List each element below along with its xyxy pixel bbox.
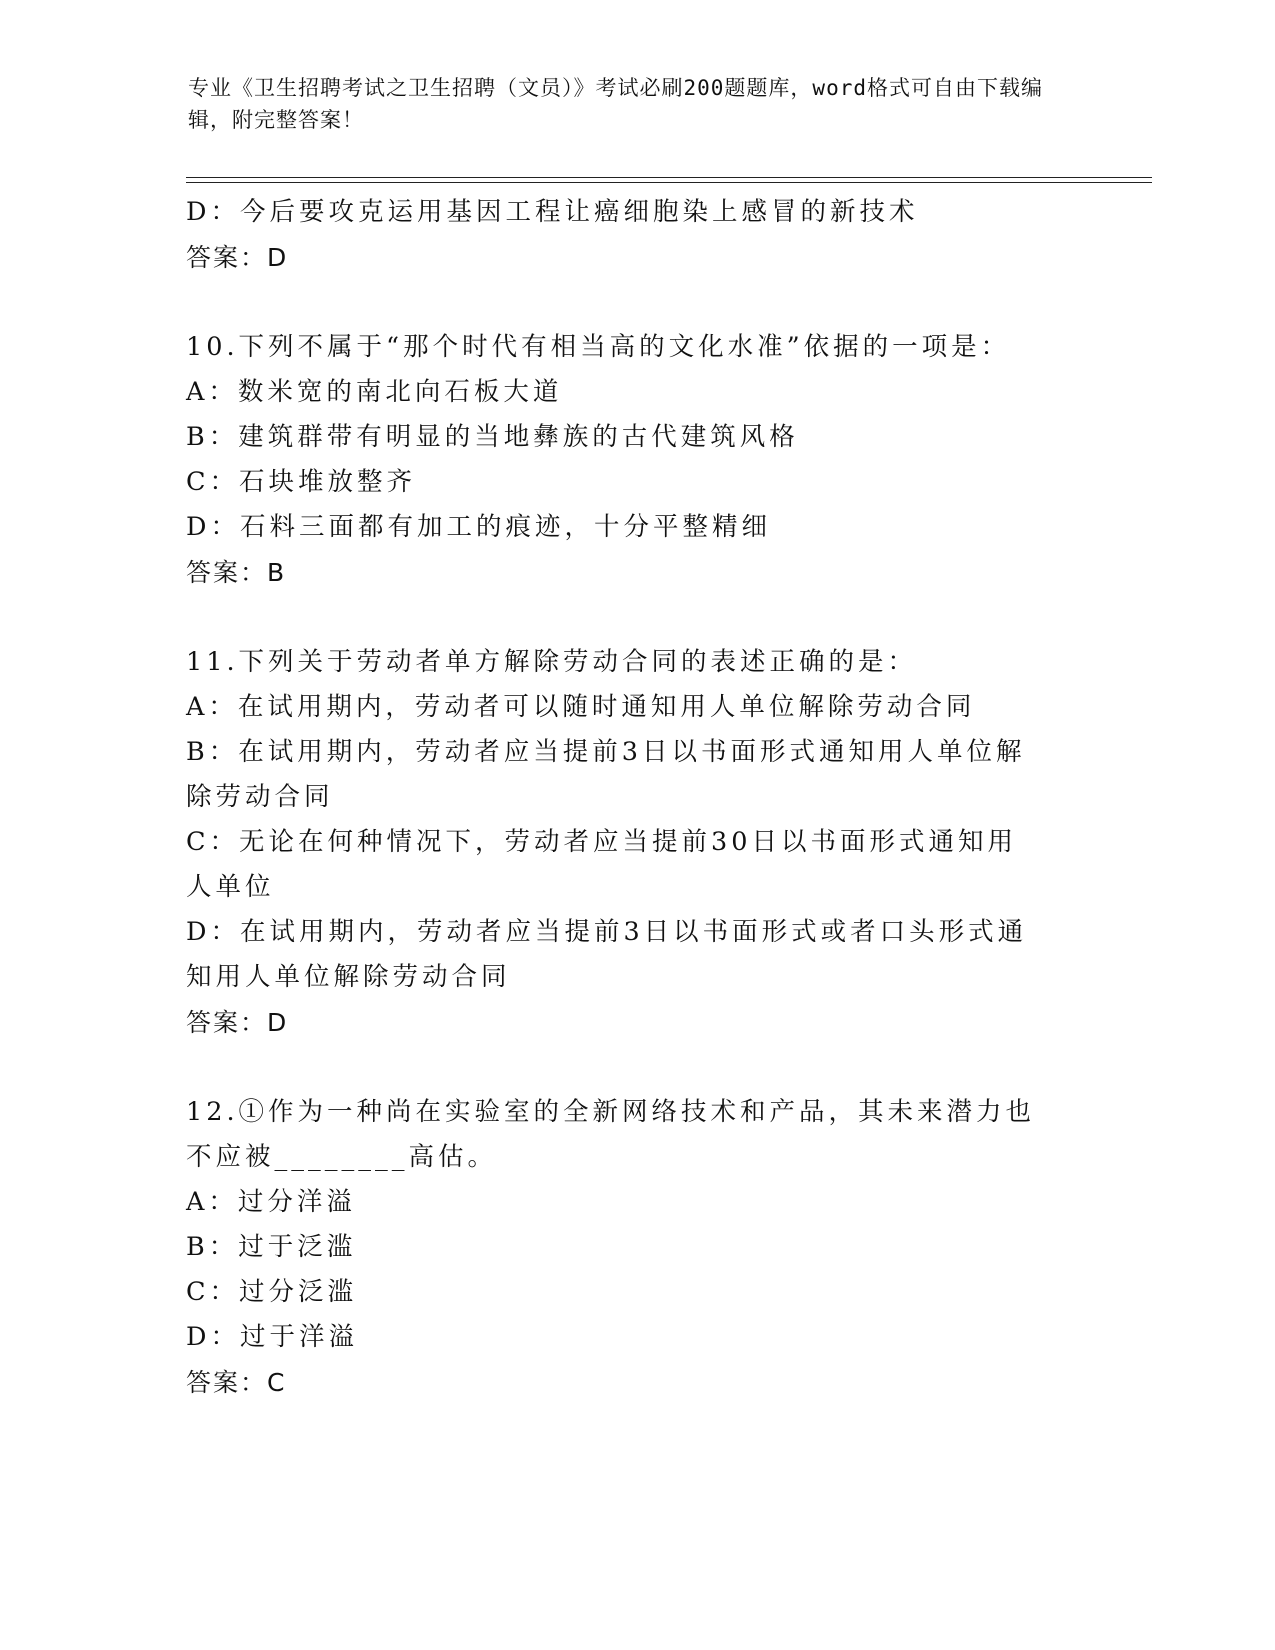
option-c: C：无论在何种情况下，劳动者应当提前30日以书面形式通知用人单位	[186, 827, 1017, 902]
question-10	[186, 325, 1086, 595]
option-c: C：石块堆放整齐	[186, 467, 417, 497]
previous-question-tail	[186, 190, 1086, 280]
option-d: D：石料三面都有加工的痕迹，十分平整精细	[186, 512, 771, 542]
answer-line: 答案：C	[186, 1368, 287, 1397]
question-stem: 12.①作为一种尚在实验室的全新网络技术和产品，其未来潜力也不应被________高估。	[186, 1097, 1036, 1172]
document-body	[186, 190, 1086, 1405]
spacer	[186, 595, 1086, 640]
question-12	[186, 1090, 1086, 1405]
answer-line: 答案：B	[186, 558, 287, 587]
document-header: 专业《卫生招聘考试之卫生招聘（文员）》考试必刷200题题库，word格式可自由下载编辑，附完整答案！	[188, 76, 1043, 132]
question-stem: 10.下列不属于“那个时代有相当高的文化水准”依据的一项是：	[186, 332, 1011, 362]
option-d: D：过于洋溢	[186, 1322, 358, 1352]
option-b: B：建筑群带有明显的当地彝族的古代建筑风格	[186, 422, 799, 452]
option-c: C：过分泛滥	[186, 1277, 358, 1307]
header-divider-bottom	[186, 182, 1152, 183]
option-b: B：在试用期内，劳动者应当提前3日以书面形式通知用人单位解除劳动合同	[186, 737, 1026, 812]
answer-line: 答案：D	[186, 243, 289, 272]
question-stem: 11.下列关于劳动者单方解除劳动合同的表述正确的是：	[186, 647, 918, 677]
spacer	[186, 1045, 1086, 1090]
option-d: D：今后要攻克运用基因工程让癌细胞染上感冒的新技术	[186, 197, 919, 227]
option-a: A：数米宽的南北向石板大道	[186, 377, 563, 407]
option-b: B：过于泛滥	[186, 1232, 357, 1262]
spacer	[186, 280, 1086, 325]
option-a: A：过分洋溢	[186, 1187, 356, 1217]
question-11	[186, 640, 1086, 1045]
option-a: A：在试用期内，劳动者可以随时通知用人单位解除劳动合同	[186, 692, 976, 722]
option-d: D：在试用期内，劳动者应当提前3日以书面形式或者口头形式通知用人单位解除劳动合同	[186, 917, 1028, 992]
header-divider-top	[186, 177, 1152, 178]
answer-line: 答案：D	[186, 1008, 289, 1037]
